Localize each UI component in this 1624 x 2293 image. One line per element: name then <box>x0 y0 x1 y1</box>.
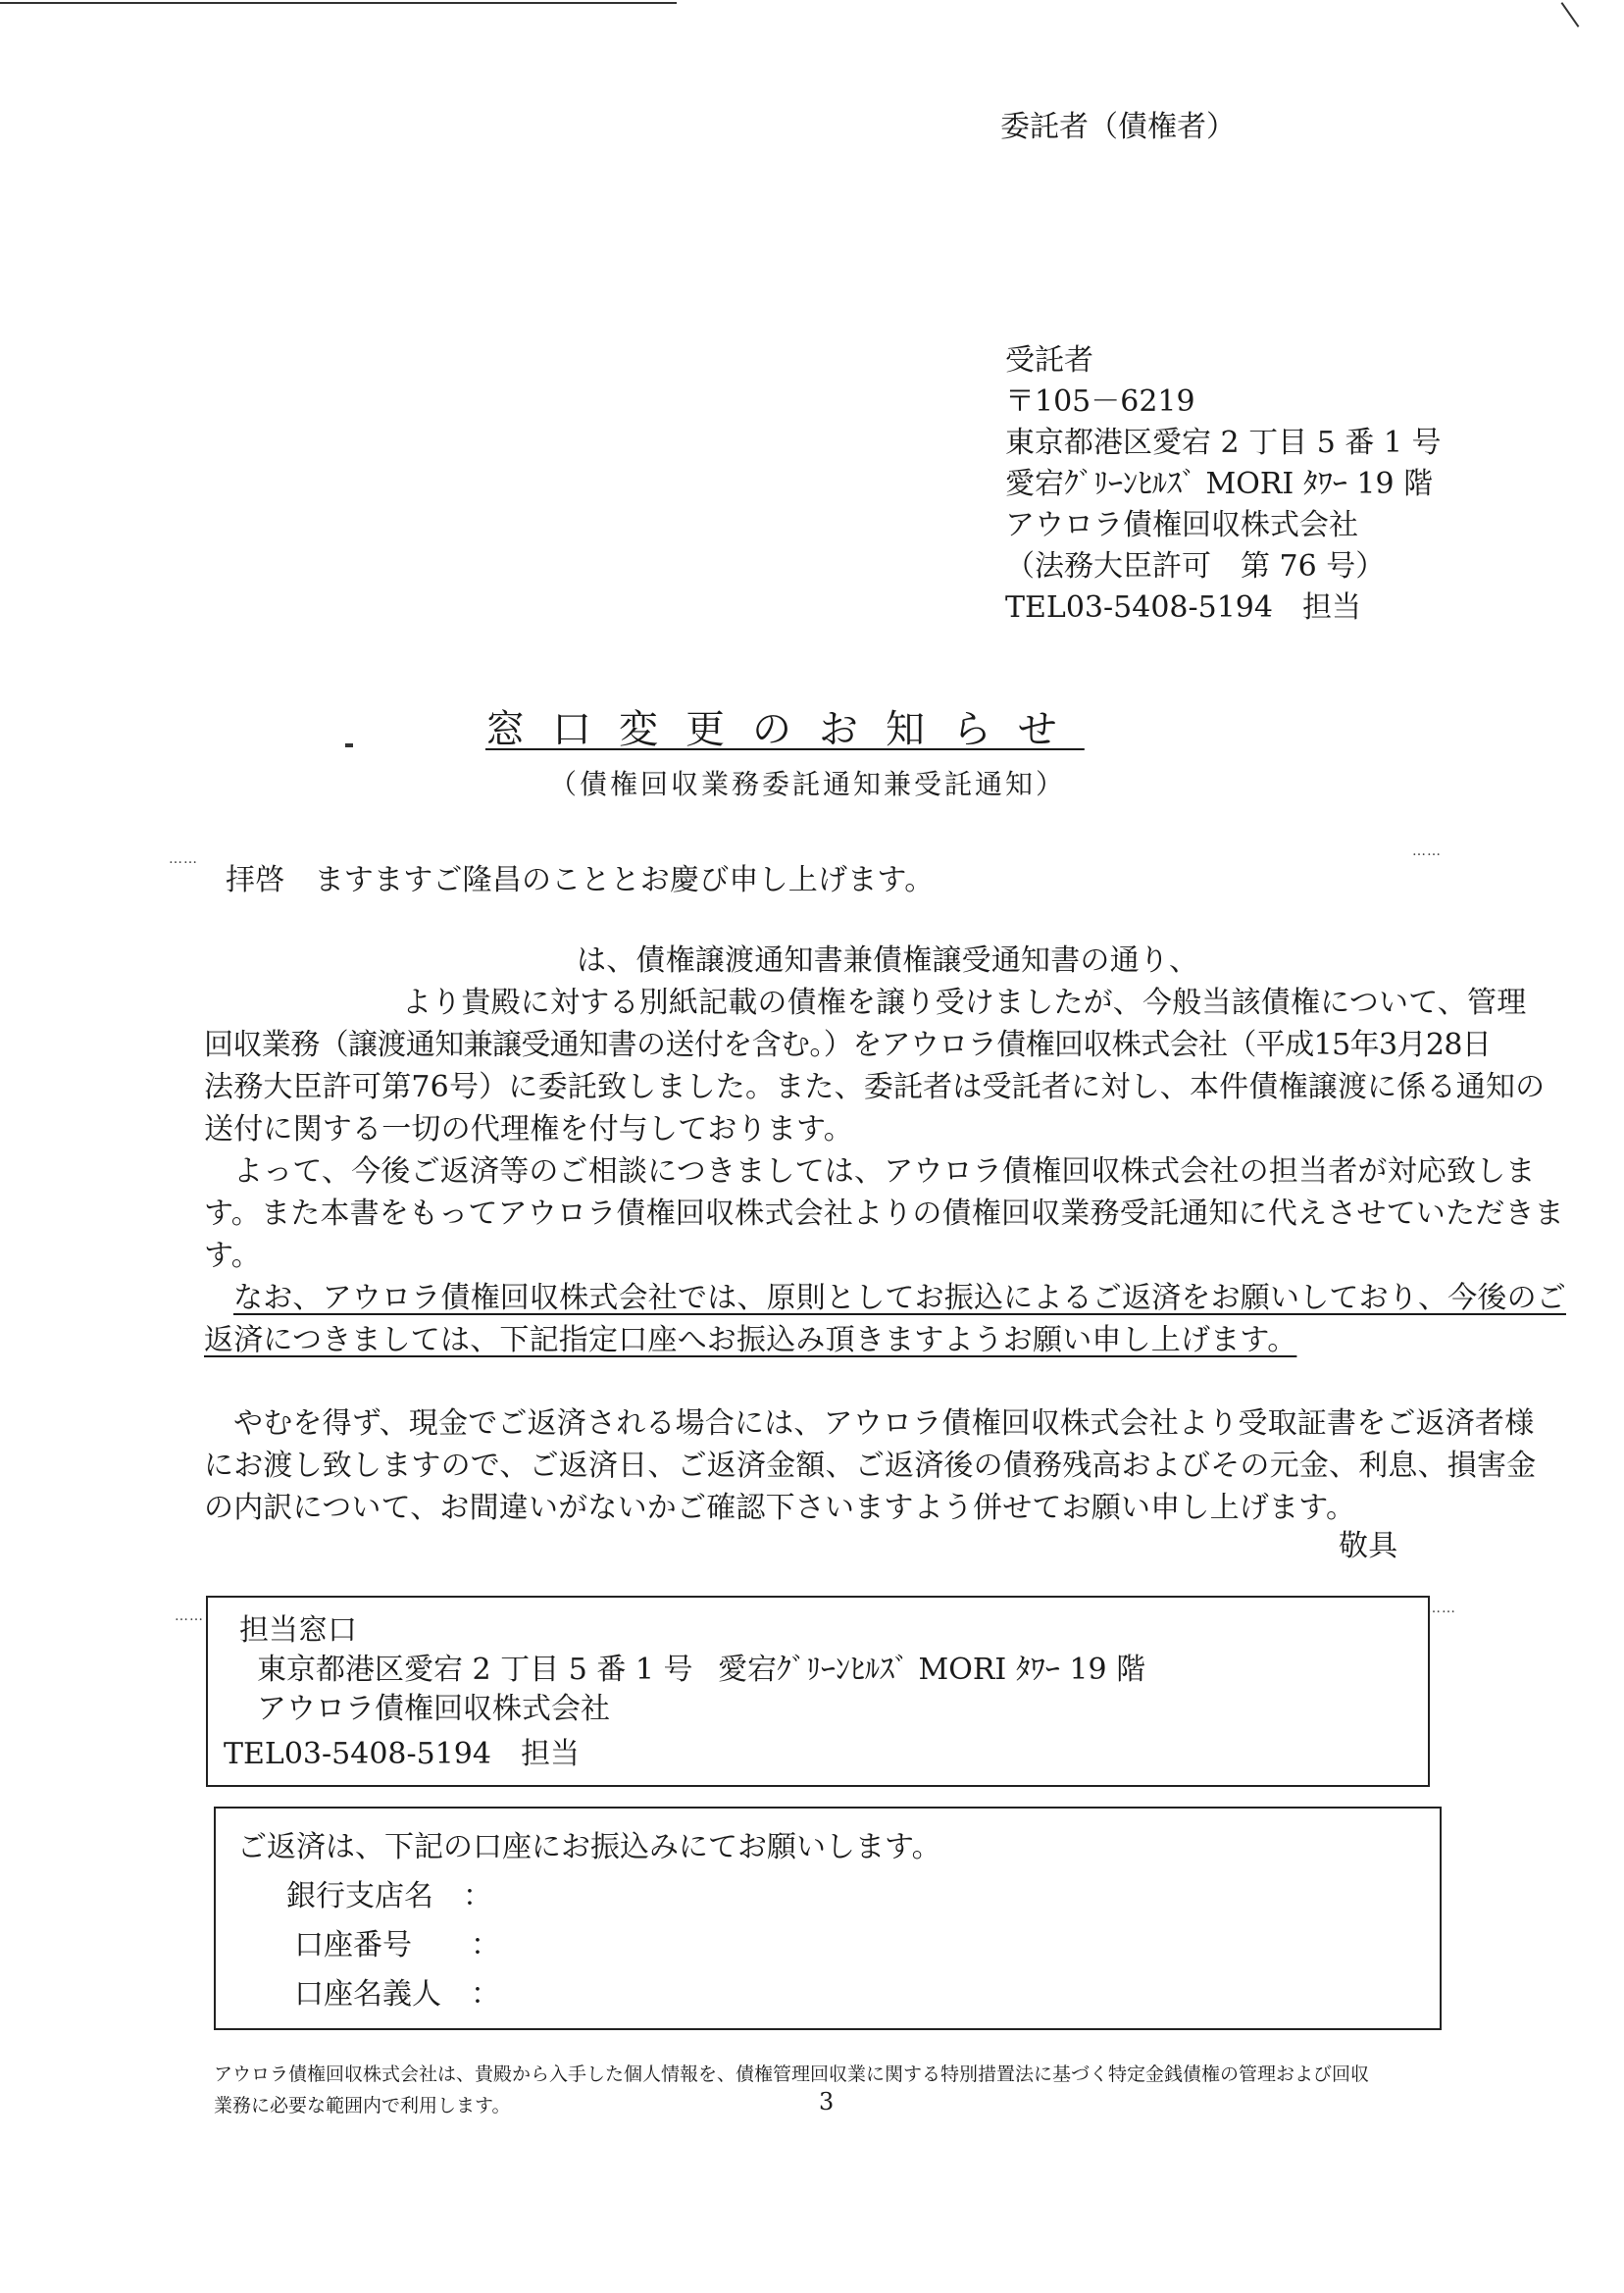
trustee-postal: 〒105－6219 <box>1005 384 1195 419</box>
payment-box <box>214 1807 1442 2030</box>
privacy-notice-line-1: アウロラ債権回収株式会社は、貴殿から入手した個人情報を、債権管理回収業に関する特別措置法に基づく特定金銭債権の管理および回収 <box>214 2064 1370 2085</box>
page-title: 窓口変更のお知らせ <box>485 707 1085 752</box>
paragraph-line: やむを得ず、現金でご返済される場合には、アウロラ債権回収株式会社より受取証書をご返済者様 <box>233 1406 1535 1441</box>
account-number-label: 口座番号 ： <box>294 1928 500 1962</box>
trustee-address-2: 愛宕ｸﾞﾘｰﾝﾋﾙｽﾞ MORI ﾀﾜｰ 19 階 <box>1005 467 1434 501</box>
paragraph-line: す。また本書をもってアウロラ債権回収株式会社よりの債権回収業務受託通知に代えさせていただきま <box>204 1197 1564 1231</box>
page-number: 3 <box>819 2088 835 2115</box>
trustee-address-1: 東京都港区愛宕 2 丁目 5 番 1 号 <box>1005 426 1442 460</box>
consignor-label: 委託者（債権者） <box>1000 110 1236 144</box>
payment-heading: ご返済は、下記の口座にお振込みにてお願いします。 <box>237 1830 941 1864</box>
scan-edge-line <box>1561 2 1580 27</box>
trustee-company: アウロラ債権回収株式会社 <box>1005 508 1358 542</box>
page-subtitle: （債権回収業務委託通知兼受託通知） <box>549 768 1067 800</box>
punch-mark: …… <box>169 851 198 867</box>
account-holder-label: 口座名義人 ： <box>294 1977 500 2012</box>
punch-mark: …… <box>1412 843 1442 859</box>
greeting: 拝啓 ますますご隆昌のこととお慶び申し上げます。 <box>226 863 935 897</box>
paragraph-line: の内訳について、お間違いがないかご確認下さいますよう併せてお願い申し上げます。 <box>204 1491 1356 1525</box>
contact-tel: TEL03-5408-5194 担当 <box>224 1737 580 1771</box>
punch-mark: …… <box>175 1608 204 1624</box>
paragraph-line-underlined: 返済につきましては、下記指定口座へお振込み頂きますようお願い申し上げます。 <box>204 1323 1297 1357</box>
scan-edge-line <box>0 2 677 4</box>
paragraph-line: は、債権譲渡通知書兼債権譲受通知書の通り、 <box>577 943 1199 978</box>
scan-speck <box>345 743 353 747</box>
paragraph-line: 法務大臣許可第76号）に委託致しました。また、委託者は受託者に対し、本件債権譲渡に係る通知の <box>204 1070 1546 1104</box>
trustee-license: （法務大臣許可 第 76 号） <box>1005 549 1386 584</box>
paragraph-line: 送付に関する一切の代理権を付与しております。 <box>204 1112 853 1146</box>
bank-branch-label: 銀行支店名 ： <box>286 1879 492 1913</box>
privacy-notice-line-2: 業務に必要な範囲内で利用します。 <box>214 2095 511 2116</box>
punch-mark: …… <box>1427 1601 1456 1616</box>
paragraph-line: にお渡し致しますので、ご返済日、ご返済金額、ご返済後の債務残高およびその元金、利息、損害金 <box>204 1449 1537 1483</box>
paragraph-line: よって、今後ご返済等のご相談につきましては、アウロラ債権回収株式会社の担当者が対応致しま <box>233 1154 1536 1189</box>
trustee-label: 受託者 <box>1005 343 1093 378</box>
paragraph-line-underlined: なお、アウロラ債権回収株式会社では、原則としてお振込によるご返済をお願いしており、今後のご <box>233 1281 1566 1315</box>
closing: 敬具 <box>1339 1529 1398 1563</box>
paragraph-line: す。 <box>204 1239 261 1273</box>
trustee-tel: TEL03-5408-5194 担当 <box>1005 590 1361 625</box>
contact-company: アウロラ債権回収株式会社 <box>257 1692 610 1726</box>
contact-address-1: 東京都港区愛宕 2 丁目 5 番 1 号 <box>257 1653 693 1687</box>
contact-heading: 担当窓口 <box>239 1613 357 1648</box>
paragraph-line: より貴殿に対する別紙記載の債権を譲り受けましたが、今般当該債権について、管理 <box>402 986 1527 1020</box>
contact-address-2: 愛宕ｸﾞﾘｰﾝﾋﾙｽﾞ MORI ﾀﾜｰ 19 階 <box>718 1653 1146 1687</box>
paragraph-line: 回収業務（譲渡通知兼譲受通知書の送付を含む。）をアウロラ債権回収株式会社（平成15年3月28日 <box>204 1028 1492 1062</box>
contact-box <box>206 1596 1430 1787</box>
